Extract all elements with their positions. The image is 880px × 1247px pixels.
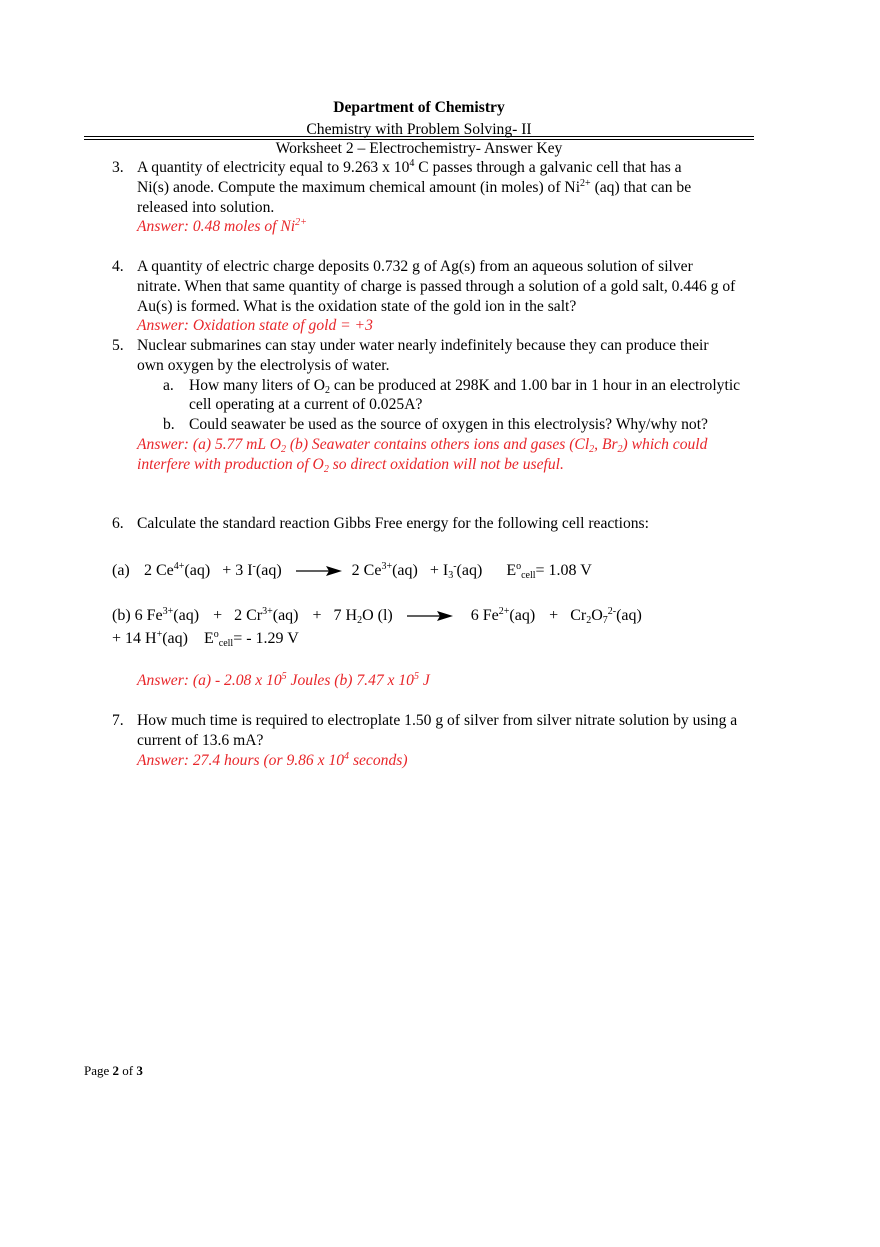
worksheet-title: Worksheet 2 – Electrochemistry- Answer Key (275, 140, 563, 157)
question-text-line: released into solution. (137, 198, 275, 216)
sub-question-a: a. How many liters of $O_2$ can be produced at 298K and 1.00 bar in 1 hour in an electrolytic cell operating at a current of 0.025A? (163, 376, 741, 414)
department-title: Department of Chemistry (333, 99, 505, 116)
course-title: Chemistry with Problem Solving- II (306, 121, 532, 138)
header-rule-top (84, 136, 754, 137)
question-number: 4. (112, 258, 124, 275)
answer-text: Answer: 0.48 moles of $Ni^{2+}$ (137, 217, 307, 236)
question-5 (112, 336, 762, 475)
question-6 (112, 514, 762, 534)
answer-text: Answer: (a) 5.77 mL $O_2$ (b) Seawater contains others ions and gases ($Cl_2$, $Br_2$) which could interfere with production of $O_2$ so direct oxidation will not be useful. (137, 435, 708, 475)
sub-question-b: b. Could seawater be used as the source of oxygen in this electrolysis? Why/why not? (163, 416, 708, 434)
equation-b-line2: + 14 H+(aq) $E^o_{cell}= - 1.29$ V (112, 629, 299, 649)
question-number: 6. (112, 515, 124, 532)
question-text: A quantity of electric charge deposits 0.732 g of Ag(s) from an aqueous solution of silver nitrate. When that same quantity of charge is passed through a solution of a gold salt, 0.446 g of Au(s) is formed. What is the oxidation state of the gold ion in the salt? (137, 258, 736, 315)
question-text-line: Ni(s) anode. Compute the maximum chemical amount (in moles) of $Ni^{2+}$ (aq) that can be (137, 177, 692, 196)
question-7 (112, 711, 762, 770)
question-6-answer: Answer: (a) - 2.08 x $10^5$ Joules (b) 7.47 x $10^5$ J (137, 671, 430, 689)
page-header (84, 98, 754, 139)
question-text: How much time is required to electroplate 1.50 g of silver from silver nitrate solution by using a current of 13.6 mA? (137, 712, 738, 749)
question-text: Nuclear submarines can stay under water nearly indefinitely because they can produce their own oxygen by the electrolysis of water. (137, 337, 709, 374)
equation-a: (a) 2 $Ce^{4+}(aq) + 3$ I-(aq) 2 $Ce^{3+}(aq) + I_3^-(aq)$ $E^o_{cell}= 1.08$ V (112, 561, 592, 581)
question-text: Calculate the standard reaction Gibbs Free energy for the following cell reactions: (137, 515, 649, 532)
question-number: 5. (112, 337, 124, 354)
question-number: 3. (112, 159, 124, 176)
page-footer: Page 2 of 3 (84, 1063, 143, 1078)
answer-text: Answer: Oxidation state of gold = +3 (137, 317, 373, 335)
answer-text: Answer: 27.4 hours (or 9.86 x $10^4$ seconds) (137, 750, 408, 769)
reaction-arrow-icon (407, 610, 453, 622)
reaction-arrow-icon (296, 565, 342, 577)
question-text-line: A quantity of electricity equal to 9.263 x $10^4$ C passes through a galvanic cell that has a (137, 158, 682, 176)
question-3 (112, 158, 762, 237)
question-number: 7. (112, 712, 124, 729)
question-4 (112, 257, 762, 336)
equation-b: (b) 6 $Fe^{3+}(aq) + 2$ $Cr^{3+}(aq) + 7$ $H_2O$ (l) 6 $Fe^{2+}(aq) + Cr_2O_7^{2-}(aq)$ (112, 606, 642, 626)
